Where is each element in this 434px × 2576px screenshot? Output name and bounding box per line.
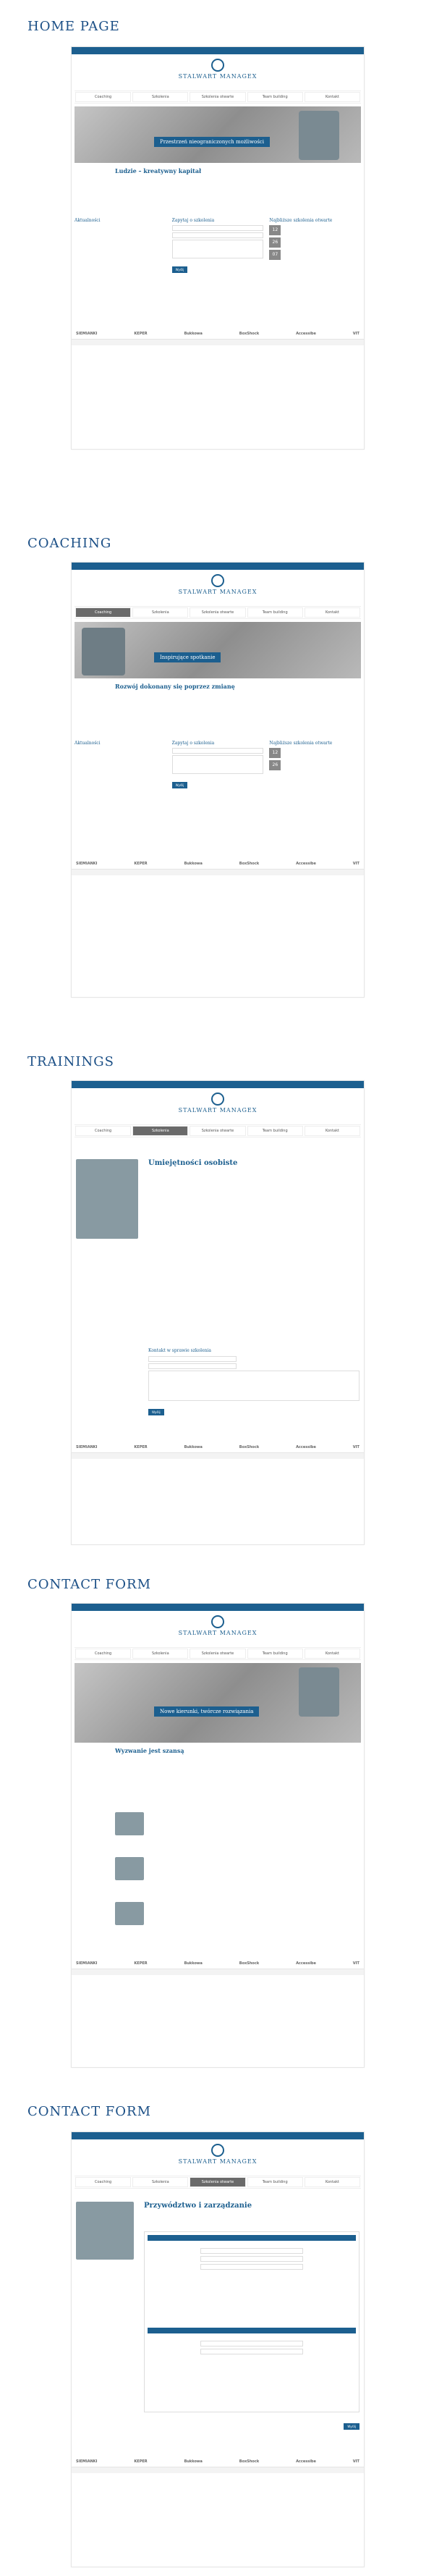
nav-item[interactable]: Szkolenia otwarte — [190, 1649, 245, 1659]
contact-mockup — [71, 1603, 365, 2068]
partner-logo: KEPER — [134, 1961, 148, 1966]
logo-mark-icon — [211, 574, 224, 587]
nav-item[interactable]: Kontakt — [305, 92, 360, 102]
nav-item[interactable]: Coaching — [75, 607, 131, 618]
logo-mark-icon — [211, 59, 224, 72]
main-nav — [75, 1124, 361, 1137]
intro — [115, 1747, 361, 1754]
event-item[interactable] — [269, 250, 361, 260]
training-body — [148, 1159, 359, 1416]
brand-name: STALWART MANAGEX — [178, 73, 258, 80]
content — [76, 2202, 359, 2430]
partner-logo: Bukkowa — [184, 862, 203, 866]
partner-logos — [76, 862, 359, 866]
list-item[interactable] — [115, 1902, 359, 1925]
inquiry-title: Zapytaj o szkolenia — [171, 741, 215, 746]
event-item[interactable] — [269, 225, 361, 235]
form-title: Kontakt w sprawie szkolenia — [148, 1348, 211, 1353]
partner-logo: SIEMIANKI — [76, 1445, 98, 1449]
inquiry-column — [172, 218, 264, 274]
training-photo — [76, 1159, 138, 1239]
events-column — [269, 218, 361, 274]
name-input[interactable] — [172, 225, 264, 231]
logo-mark-icon — [211, 1093, 224, 1106]
hero-caption: Nowe kierunki, twórcze rozwiązania — [154, 1706, 259, 1717]
top-bar — [72, 47, 364, 54]
registration-form — [144, 2231, 359, 2412]
top-bar — [72, 563, 364, 570]
partner-logo: Accessibe — [296, 332, 316, 336]
events-title: Najbliższe szkolenia otwarte — [269, 741, 333, 746]
nav-item[interactable]: Szkolenia — [132, 607, 188, 618]
event-item[interactable] — [269, 760, 361, 770]
nav-item[interactable]: Szkolenia — [132, 1126, 188, 1136]
logo-mark-icon — [211, 2144, 224, 2157]
main-nav — [75, 606, 361, 619]
partner-logo: SIEMIANKI — [76, 332, 98, 336]
intro-title: Ludzie – kreatywny kapitał — [115, 167, 202, 174]
page-title: Przywództwo i zarządzanie — [144, 2202, 252, 2210]
nav-item[interactable]: Szkolenia — [132, 2177, 188, 2187]
nav-item[interactable]: Coaching — [75, 2177, 131, 2187]
trainings-mockup — [71, 1080, 365, 1545]
news-column — [75, 741, 166, 789]
partner-logos — [76, 2459, 359, 2464]
event-date: 26 — [269, 237, 281, 248]
main-nav — [75, 2176, 361, 2189]
event-item[interactable] — [269, 748, 361, 758]
events-column — [269, 741, 361, 789]
event-date: 26 — [269, 760, 281, 770]
send-button[interactable]: Wyślij — [148, 1409, 164, 1415]
list-item[interactable] — [115, 1812, 359, 1835]
contact-form-mockup — [71, 2131, 365, 2567]
nav-item[interactable]: Szkolenia — [132, 1649, 188, 1659]
top-bar — [72, 1081, 364, 1088]
logo[interactable] — [72, 574, 364, 606]
logo-mark-icon — [211, 1615, 224, 1628]
main-nav — [75, 1647, 361, 1660]
send-button[interactable]: Wyślij — [172, 782, 188, 788]
partner-logo: BoxShock — [239, 2459, 260, 2464]
news-column — [75, 218, 166, 274]
nav-item[interactable]: Team building — [247, 2177, 303, 2187]
send-button[interactable]: Wyślij — [344, 2423, 359, 2430]
logo[interactable] — [72, 2144, 364, 2176]
news-title: Aktualności — [75, 218, 101, 223]
hero-banner — [75, 106, 361, 163]
intro-title: Rozwój dokonany się poprzez zmianę — [115, 683, 235, 690]
partner-logo: KEPER — [134, 2459, 148, 2464]
nav-item[interactable]: Team building — [247, 1649, 303, 1659]
nav-item[interactable]: Kontakt — [305, 2177, 360, 2187]
form-header — [148, 2328, 356, 2333]
name-input[interactable] — [172, 748, 264, 754]
partner-logo: VIT — [352, 332, 359, 336]
partner-logo: Accessibe — [296, 2459, 316, 2464]
brand-name: STALWART MANAGEX — [178, 1107, 258, 1114]
event-date: 07 — [269, 250, 281, 260]
nav-item[interactable]: Szkolenia otwarte — [190, 1126, 245, 1136]
partner-logo: Bukkowa — [184, 1961, 203, 1966]
form-input[interactable] — [200, 2264, 303, 2270]
nav-item[interactable]: Szkolenia — [132, 92, 188, 102]
top-bar — [72, 2132, 364, 2139]
intro-title: Wyzwanie jest szansą — [115, 1747, 184, 1754]
hero-banner — [75, 1663, 361, 1743]
partner-logo: SIEMIANKI — [76, 1961, 98, 1966]
partner-logo: KEPER — [134, 1445, 148, 1449]
intro — [115, 683, 361, 690]
footer — [72, 2467, 364, 2473]
partner-logo: Bukkowa — [184, 332, 203, 336]
hero-caption: Inspirujące spotkanie — [154, 652, 221, 662]
hero-photo — [299, 1667, 339, 1717]
columns — [75, 218, 361, 274]
logo[interactable] — [72, 59, 364, 91]
partner-logos — [76, 332, 359, 336]
section-title-contact: CONTACT FORM — [27, 1577, 152, 1592]
list-photo — [115, 1812, 144, 1835]
main-nav — [75, 91, 361, 104]
send-button[interactable]: Wyślij — [172, 266, 188, 273]
nav-item[interactable]: Szkolenia otwarte — [190, 2177, 245, 2187]
logo[interactable] — [72, 1615, 364, 1647]
partner-logo: VIT — [352, 862, 359, 866]
partner-logo: KEPER — [134, 332, 148, 336]
partner-logos — [76, 1961, 359, 1966]
partner-logo: BoxShock — [239, 1445, 260, 1449]
news-title: Aktualności — [75, 741, 101, 746]
name-input[interactable] — [148, 1356, 237, 1362]
partner-logo: Bukkowa — [184, 1445, 203, 1449]
partner-logo: BoxShock — [239, 332, 260, 336]
form-body — [144, 2202, 359, 2430]
form-input[interactable] — [200, 2349, 303, 2354]
nav-item[interactable]: Szkolenia otwarte — [190, 92, 245, 102]
section-title-trainings: TRAININGS — [27, 1054, 114, 1069]
section-title-contact-2: CONTACT FORM — [27, 2104, 152, 2119]
section-title-home: HOME PAGE — [27, 19, 120, 34]
hero-photo — [299, 111, 339, 160]
partner-logos — [76, 1445, 359, 1449]
nav-item[interactable]: Coaching — [75, 1126, 131, 1136]
partner-logo: BoxShock — [239, 1961, 260, 1966]
partner-logo: VIT — [352, 1961, 359, 1966]
partner-logo: VIT — [352, 1445, 359, 1449]
message-input[interactable] — [172, 240, 264, 258]
home-mockup — [71, 46, 365, 450]
hero-banner — [75, 622, 361, 678]
form-input[interactable] — [200, 2248, 303, 2254]
form-input[interactable] — [200, 2341, 303, 2346]
content — [76, 1159, 359, 1416]
coaching-mockup — [71, 562, 365, 998]
article-list — [115, 1812, 359, 1925]
partner-logo: Accessibe — [296, 862, 316, 866]
nav-item[interactable]: Kontakt — [305, 1126, 360, 1136]
message-input[interactable] — [172, 755, 264, 774]
partner-logo: Accessibe — [296, 1961, 316, 1966]
hero-caption: Przestrzeń nieograniczonych możliwości — [154, 137, 270, 147]
partner-logo: Bukkowa — [184, 2459, 203, 2464]
event-item[interactable] — [269, 237, 361, 248]
nav-item[interactable]: Coaching — [75, 1649, 131, 1659]
nav-item[interactable]: Kontakt — [305, 607, 360, 618]
partner-logo: Accessibe — [296, 1445, 316, 1449]
event-date: 12 — [269, 225, 281, 235]
intro — [115, 167, 361, 174]
logo[interactable] — [72, 1093, 364, 1124]
list-photo — [115, 1902, 144, 1925]
nav-item[interactable]: Szkolenia otwarte — [190, 607, 245, 618]
brand-name: STALWART MANAGEX — [178, 589, 258, 595]
section-title-coaching: COACHING — [27, 536, 112, 551]
email-input[interactable] — [172, 232, 264, 238]
form-header — [148, 2235, 356, 2241]
page-title: Umiejętności osobiste — [148, 1159, 238, 1167]
nav-item[interactable]: Team building — [247, 1126, 303, 1136]
message-input[interactable] — [148, 1371, 359, 1401]
hero-photo — [82, 628, 125, 675]
footer — [72, 1969, 364, 1975]
inquiry-column — [172, 741, 264, 789]
nav-item[interactable]: Kontakt — [305, 1649, 360, 1659]
list-item[interactable] — [115, 1857, 359, 1880]
top-bar — [72, 1604, 364, 1611]
brand-name: STALWART MANAGEX — [178, 1630, 258, 1636]
inquiry-title: Zapytaj o szkolenia — [171, 218, 215, 223]
partner-logo: VIT — [352, 2459, 359, 2464]
footer — [72, 339, 364, 345]
form-input[interactable] — [200, 2256, 303, 2262]
partner-logo: KEPER — [134, 862, 148, 866]
partner-logo: BoxShock — [239, 862, 260, 866]
nav-item[interactable]: Team building — [247, 92, 303, 102]
columns — [75, 741, 361, 789]
footer — [72, 869, 364, 875]
nav-item[interactable]: Coaching — [75, 92, 131, 102]
brand-name: STALWART MANAGEX — [178, 2158, 258, 2165]
event-date: 12 — [269, 748, 281, 758]
partner-logo: SIEMIANKI — [76, 2459, 98, 2464]
events-title: Najbliższe szkolenia otwarte — [269, 218, 333, 223]
nav-item[interactable]: Team building — [247, 607, 303, 618]
list-photo — [115, 1857, 144, 1880]
training-photo — [76, 2202, 134, 2260]
partner-logo: SIEMIANKI — [76, 862, 98, 866]
email-input[interactable] — [148, 1363, 237, 1369]
footer — [72, 1452, 364, 1459]
